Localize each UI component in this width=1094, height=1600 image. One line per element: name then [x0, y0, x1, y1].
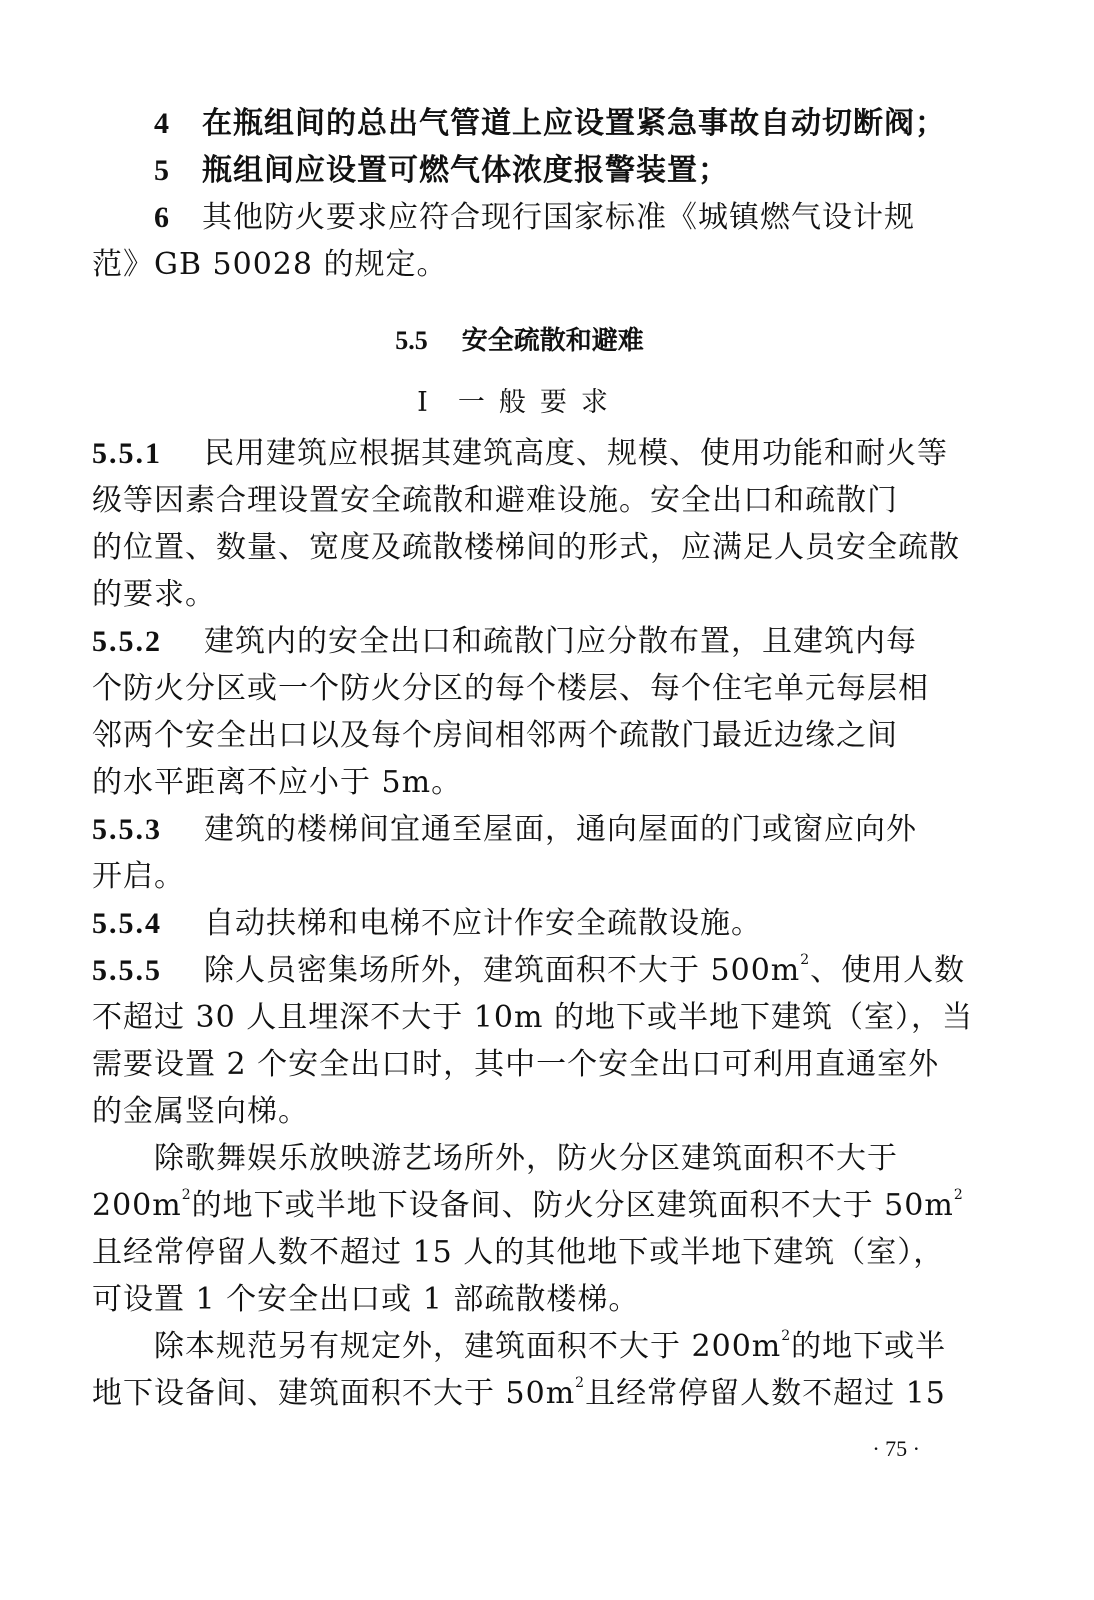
item-text: 在瓶组间的总出气管道上应设置紧急事故自动切断阀； [202, 106, 946, 141]
clause-line: 邻两个安全出口以及每个房间相邻两个疏散门最近边缘之间 [92, 718, 898, 753]
clause-5-5-3 [92, 806, 947, 853]
clause-line: 的要求。 [92, 577, 216, 612]
item-number: 4 [154, 107, 170, 140]
clause-text: 民用建筑应根据其建筑高度、规模、使用功能和耐火等 [204, 436, 948, 471]
clause-number: 5.5.5 [92, 954, 162, 987]
item-4 [92, 100, 947, 147]
clause-text: 、使用人数 [810, 953, 966, 988]
clause-line: 级等因素合理设置安全疏散和避难设施。安全出口和疏散门 [92, 483, 898, 518]
clause-number: 5.5.2 [92, 625, 162, 658]
clause-line: 个防火分区或一个防火分区的每个楼层、每个住宅单元每层相 [92, 671, 929, 706]
text: 且经常停留人数不超过 15 [585, 1376, 946, 1411]
superscript: 2 [181, 1187, 192, 1203]
subsection-title-text: 一般要求 [457, 387, 622, 418]
paragraph-line [92, 1370, 947, 1417]
subsection-title [92, 376, 947, 430]
item-number: 5 [154, 154, 170, 187]
text: 的地下或半地下设备间、防火分区建筑面积不大于 50m [191, 1188, 954, 1223]
clause-text: 建筑的楼梯间宜通至屋面，通向屋面的门或窗应向外 [204, 812, 917, 847]
section-title [92, 306, 947, 376]
clause-5-5-2 [92, 618, 947, 665]
clause-line: 开启。 [92, 859, 185, 894]
clause-5-5-5 [92, 947, 966, 994]
section-title-text: 安全疏散和避难 [461, 326, 644, 356]
clause-text: 除人员密集场所外，建筑面积不大于 500m [204, 953, 801, 988]
clause-5-5-1 [92, 430, 947, 477]
clause-number: 5.5.4 [92, 907, 162, 940]
superscript: 2 [953, 1187, 964, 1203]
clause-line: 不超过 30 人且埋深不大于 10m 的地下或半地下建筑（室），当 [92, 1000, 973, 1035]
paragraph-line: 可设置 1 个安全出口或 1 部疏散楼梯。 [92, 1282, 640, 1317]
document-page [92, 100, 973, 1417]
clause-line: 需要设置 2 个安全出口时，其中一个安全出口可利用直通室外 [92, 1047, 940, 1082]
clause-line: 的水平距离不应小于 5m。 [92, 765, 463, 800]
clause-number: 5.5.3 [92, 813, 162, 846]
text: 的地下或半 [791, 1329, 947, 1364]
text: 除本规范另有规定外，建筑面积不大于 200m [154, 1329, 782, 1364]
superscript: 2 [800, 952, 811, 968]
clause-text: 建筑内的安全出口和疏散门应分散布置，且建筑内每 [204, 624, 917, 659]
item-6 [92, 194, 947, 241]
page-number: · 75 · [872, 1436, 920, 1461]
clause-number: 5.5.1 [92, 437, 162, 470]
section-number: 5.5 [395, 326, 428, 355]
clause-5-5-4 [92, 900, 947, 947]
paragraph-line: 除歌舞娱乐放映游艺场所外，防火分区建筑面积不大于 [154, 1141, 898, 1176]
text: 地下设备间、建筑面积不大于 50m [92, 1376, 576, 1411]
clause-text: 自动扶梯和电梯不应计作安全疏散设施。 [204, 906, 762, 941]
paragraph-line: 且经常停留人数不超过 15 人的其他地下或半地下建筑（室）， [92, 1235, 945, 1270]
paragraph-line [92, 1323, 947, 1370]
item-text: 其他防火要求应符合现行国家标准《城镇燃气设计规 [202, 200, 915, 235]
item-number: 6 [154, 201, 170, 234]
clause-line: 的位置、数量、宽度及疏散楼梯间的形式，应满足人员安全疏散 [92, 530, 960, 565]
item-5 [92, 147, 947, 194]
clause-line: 的金属竖向梯。 [92, 1094, 309, 1129]
item-6-continuation: 范》GB 50028 的规定。 [92, 247, 448, 282]
paragraph-line [92, 1182, 964, 1229]
superscript: 2 [575, 1375, 586, 1391]
subsection-roman: Ⅰ [417, 387, 428, 418]
text: 200m [92, 1188, 182, 1223]
superscript: 2 [781, 1328, 792, 1344]
item-text: 瓶组间应设置可燃气体浓度报警装置； [202, 153, 729, 188]
